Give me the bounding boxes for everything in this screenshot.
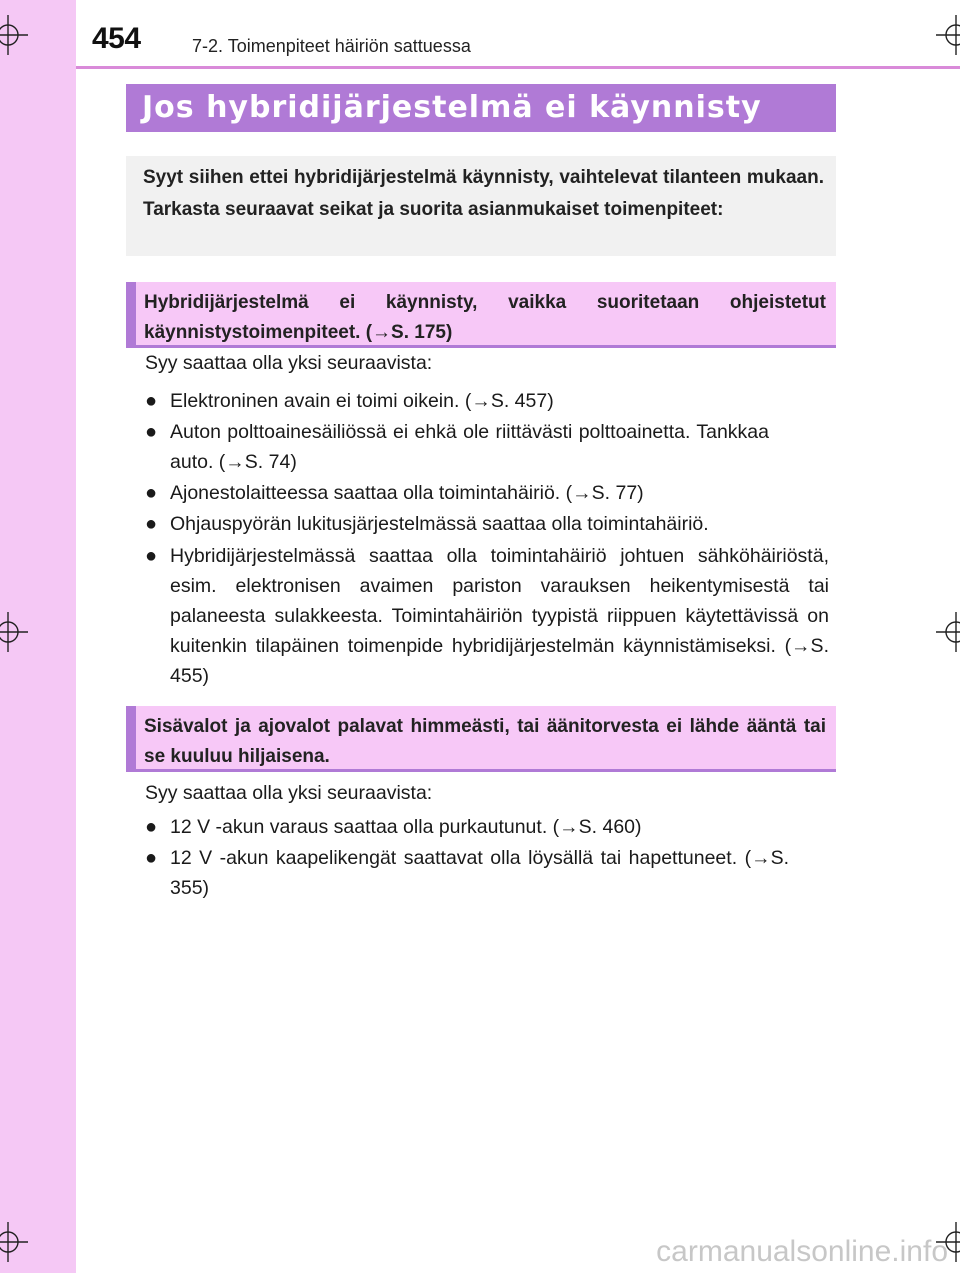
list-item-text: Hybridijärjestelmässä saattaa olla toimintahäiriö johtuen sähköhäiriöstä, esim. elektronisen avaimen pariston varauksen heikentymisestä tai palaneesta sulakkeesta. Toimintahäiriön tyypistä riippuen käytettävissä on kuitenkin tilapäinen toimenpide hybridijärjestelmän käynnistämiseksi. (→S. 455) [170,545,829,687]
bullet-icon: ● [145,816,158,838]
section-heading-1: Hybridijärjestelmä ei käynnisty, vaikka suoritetaan ohjeistetut käynnistystoimenpiteet. (→S. 175) [126,282,836,348]
list-item [145,417,829,477]
section-1-lead: Syy saattaa olla yksi seuraavista: [145,352,433,374]
registration-mark-icon [936,612,960,652]
list-item [145,843,829,903]
registration-mark-icon [936,15,960,55]
registration-mark-icon [0,1222,28,1262]
watermark: carmanualsonline.info [656,1235,948,1268]
bullet-icon: ● [145,421,158,443]
header-rule [76,66,960,69]
list-item-text: Auton polttoainesäiliössä ei ehkä ole riittävästi polttoainetta. Tankkaa auto. (→S. 74) [170,421,769,473]
bullet-icon: ● [145,482,158,504]
list-item-text: Ohjauspyörän lukitusjärjestelmässä saattaa olla toimintahäiriö. [170,513,709,535]
bullet-icon: ● [145,513,158,535]
section-label: 7-2. Toimenpiteet häiriön sattuessa [192,36,471,56]
list-item-text: Ajonestolaitteessa saattaa olla toimintahäiriö. (→S. 77) [170,482,644,504]
list-item-text: Elektroninen avain ei toimi oikein. (→S. 457) [170,390,554,412]
list-item [145,386,829,416]
list-item [145,509,829,539]
bullet-icon: ● [145,390,158,412]
list-item [145,478,829,508]
bullet-icon: ● [145,545,158,567]
list-item [145,812,829,842]
registration-mark-icon [0,15,28,55]
page-title: Jos hybridijärjestelmä ei käynnisty [126,84,836,132]
page-number: 454 [92,22,141,55]
registration-mark-icon [0,612,28,652]
list-item [145,541,829,691]
list-item-text: 12 V -akun kaapelikengät saattavat olla löysällä tai hapettuneet. (→S. 355) [170,847,789,899]
list-item-text: 12 V -akun varaus saattaa olla purkautunut. (→S. 460) [170,816,642,838]
section-2-lead: Syy saattaa olla yksi seuraavista: [145,782,433,804]
section-heading-2: Sisävalot ja ajovalot palavat himmeästi, tai äänitorvesta ei lähde ääntä tai se kuuluu hiljaisena. [126,706,836,772]
intro-box: Syyt siihen ettei hybridijärjestelmä käynnisty, vaihtelevat tilanteen mukaan. Tarkasta seuraavat seikat ja suorita asianmukaiset toimenpiteet: [126,156,836,256]
bullet-icon: ● [145,847,158,869]
